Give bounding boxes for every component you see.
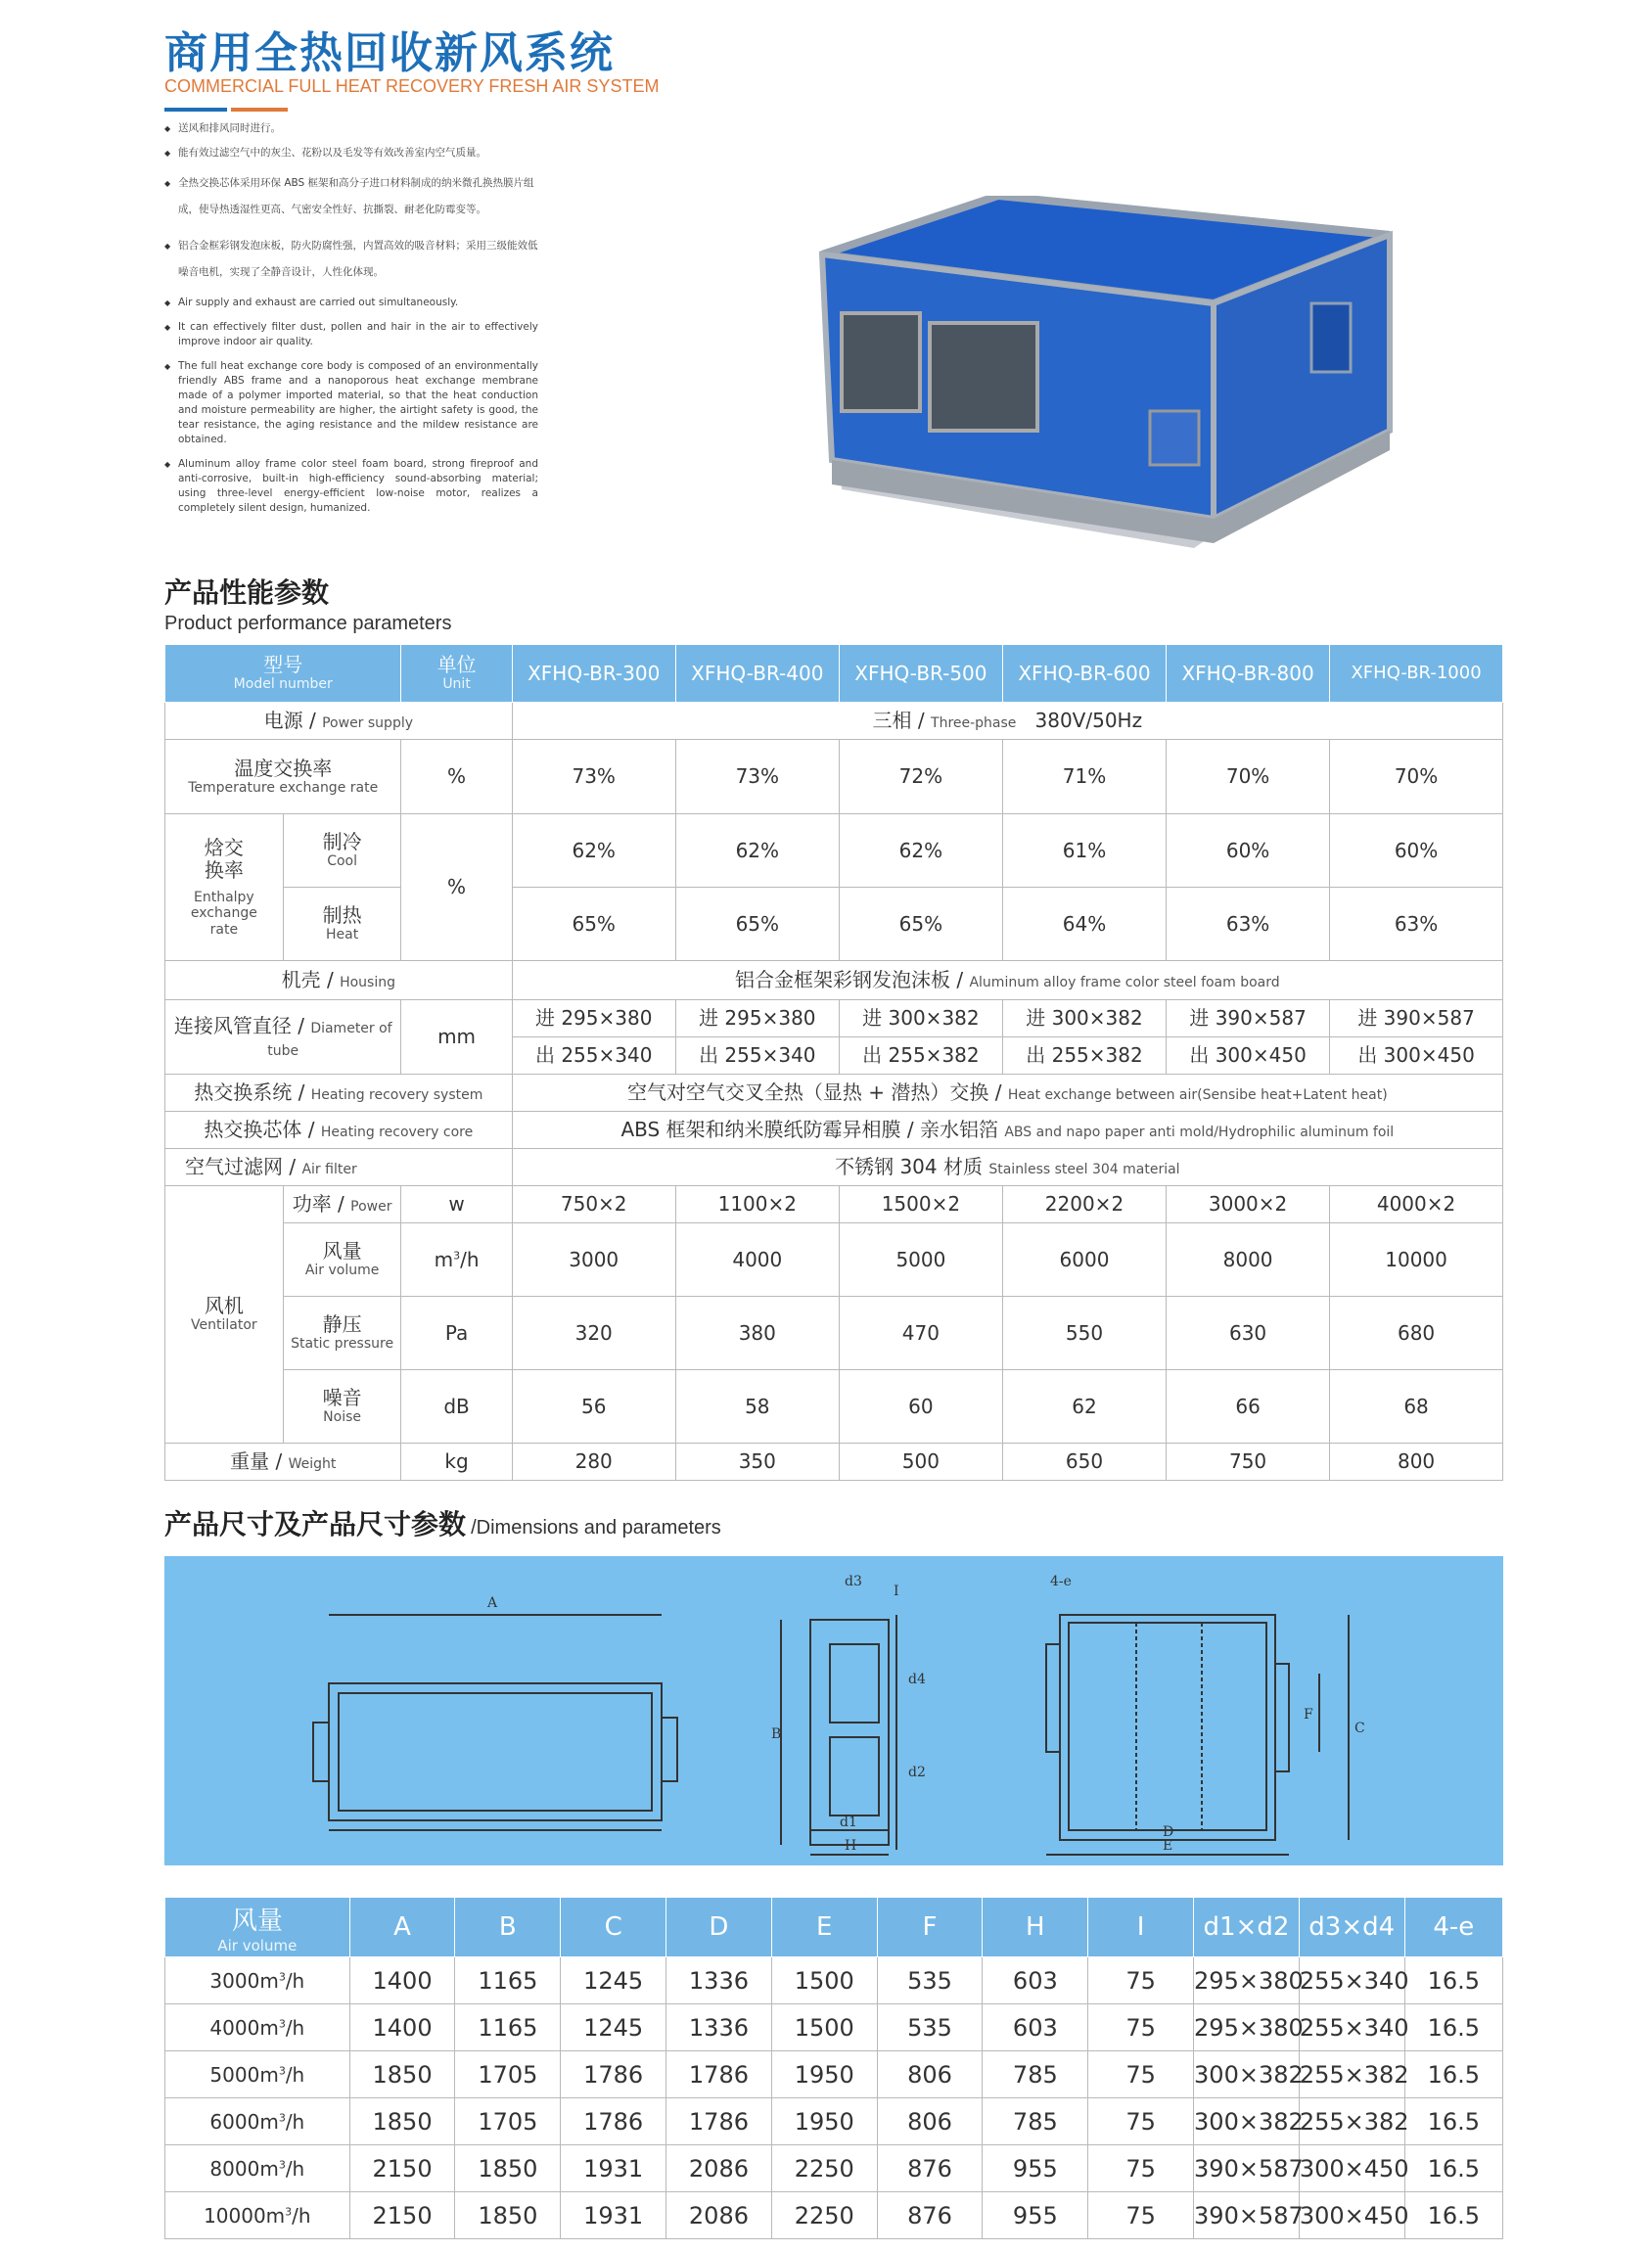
- air-volume-cell: $3000m^3/h$: [165, 1957, 350, 2004]
- dimension-cell: 806: [877, 2051, 983, 2098]
- dimension-cell: 1786: [561, 2051, 666, 2098]
- table-row: [165, 2098, 1503, 2145]
- table-row: 风机 Ventilator 功率 / Power w 750×2 1100×2 1500×2 2200×2 3000×2 4000×2: [165, 1186, 1503, 1223]
- dimension-drawing: [164, 1556, 1503, 1865]
- dimension-cell: 2150: [349, 2192, 455, 2239]
- dimension-cell: 75: [1088, 2145, 1194, 2192]
- dimension-cell: 535: [877, 2004, 983, 2051]
- title-underline-orange: [231, 108, 288, 112]
- dimension-cell: 1850: [349, 2051, 455, 2098]
- table-row: 电源 / Power supply 三相 / Three-phase 380V/50Hz: [165, 703, 1503, 740]
- label-F: F: [1304, 1707, 1313, 1723]
- label-C: C: [1354, 1721, 1365, 1736]
- dimension-cell: 1500: [771, 2004, 877, 2051]
- dimension-cell: 390×587: [1194, 2145, 1300, 2192]
- label-B: B: [771, 1726, 782, 1742]
- feature-list: [164, 121, 538, 526]
- dimensions-subtitle: /Dimensions and parameters: [471, 1517, 721, 1539]
- dimension-cell: 955: [983, 2192, 1088, 2239]
- feature-item: ◆ 送风和排风同时进行。: [164, 121, 538, 136]
- dimension-cell: 255×382: [1299, 2051, 1404, 2098]
- dimension-cell: 255×382: [1299, 2098, 1404, 2145]
- dimension-cell: 876: [877, 2145, 983, 2192]
- table-row: 噪音 Noise dB 56 58 60 62 66 68: [165, 1370, 1503, 1444]
- table-row: [165, 1957, 1503, 2004]
- dimension-cell: 300×382: [1194, 2098, 1300, 2145]
- performance-subtitle: Product performance parameters: [164, 613, 452, 634]
- dimension-cell: 16.5: [1404, 1957, 1502, 2004]
- title-underline-blue: [164, 108, 227, 112]
- dimension-cell: 255×340: [1299, 2004, 1404, 2051]
- dimension-cell: 390×587: [1194, 2192, 1300, 2239]
- dimension-cell: 806: [877, 2098, 983, 2145]
- dimension-cell: 2250: [771, 2145, 877, 2192]
- air-volume-cell: $10000m^3/h$: [165, 2192, 350, 2239]
- label-d1: d1: [840, 1815, 857, 1830]
- dimension-cell: 2086: [666, 2145, 772, 2192]
- label-d3: d3: [845, 1574, 862, 1589]
- dimension-cell: 2250: [771, 2192, 877, 2239]
- air-volume-cell: $5000m^3/h$: [165, 2051, 350, 2098]
- table-row: 热交换芯体 / Heating recovery core ABS 框架和纳米膜纸防霉异相膜 / 亲水铝箔 ABS and napo paper anti mold/Hydrophilic aluminum foil: [165, 1112, 1503, 1149]
- dimension-cell: 16.5: [1404, 2145, 1502, 2192]
- dimension-cell: 1850: [455, 2145, 561, 2192]
- page-title: 商用全热回收新风系统: [164, 28, 615, 78]
- dimension-cell: 785: [983, 2051, 1088, 2098]
- dimension-cell: 1165: [455, 2004, 561, 2051]
- dimension-cell: 75: [1088, 2098, 1194, 2145]
- table-row: 热交换系统 / Heating recovery system 空气对空气交叉全热（显热 + 潜热）交换 / Heat exchange between air(Sensibe heat+Latent heat): [165, 1075, 1503, 1112]
- table-row: 焓交 换率 Enthalpy exchange rate 制冷 Cool % 62% 62% 62% 61% 60% 60%: [165, 814, 1503, 888]
- feature-item-en: ◆ The full heat exchange core body is composed of an environmentally friendly ABS frame and a nanoporous heat exchange membrane made of a polymer imported material, so that the heat conduction and moisture permeability are higher, the airtight safety is good, the tear resistance, the aging resistance and the mildew resistance are obtained.: [164, 359, 538, 447]
- dimension-cell: 75: [1088, 2192, 1194, 2239]
- dimension-cell: 75: [1088, 2051, 1194, 2098]
- table-row: 出 255×340 出 255×340 出 255×382 出 255×382 出 300×450 出 300×450: [165, 1037, 1503, 1075]
- feature-item: ◆ 全热交换芯体采用环保 ABS 框架和高分子进口材料制成的纳米微孔换热膜片组成，使导热透湿性更高、气密安全性好、抗撕裂、耐老化防霉变等。: [164, 170, 538, 223]
- model-header: XFHQ-BR-1000: [1330, 645, 1503, 703]
- dimension-cell: 1705: [455, 2098, 561, 2145]
- dimension-cell: 1245: [561, 1957, 666, 2004]
- label-D: D: [1163, 1824, 1174, 1840]
- feature-item: ◆ 能有效过滤空气中的灰尘、花粉以及毛发等有效改善室内空气质量。: [164, 146, 538, 161]
- label-H: H: [845, 1838, 857, 1854]
- dimension-cell: 75: [1088, 2004, 1194, 2051]
- dimension-cell: 1786: [666, 2051, 772, 2098]
- dimensions-heading: [164, 1503, 721, 1542]
- label-E: E: [1163, 1838, 1173, 1854]
- dimension-cell: 16.5: [1404, 2051, 1502, 2098]
- dimension-cell: 785: [983, 2098, 1088, 2145]
- dimension-cell: 955: [983, 2145, 1088, 2192]
- dimension-cell: 1500: [771, 1957, 877, 2004]
- label-I: I: [894, 1584, 899, 1599]
- dimension-cell: 16.5: [1404, 2192, 1502, 2239]
- dimension-cell: 1950: [771, 2051, 877, 2098]
- dimension-cell: 535: [877, 1957, 983, 2004]
- table-row: 机壳 / Housing 铝合金框架彩钢发泡沫板 / Aluminum alloy frame color steel foam board: [165, 961, 1503, 1000]
- label-4e: 4-e: [1050, 1574, 1072, 1589]
- dimension-cell: 75: [1088, 1957, 1194, 2004]
- table-row: 风量 Air volume $m^3/h$ 3000 4000 5000 6000 8000 10000: [165, 1223, 1503, 1297]
- feature-item-en: ◆ Air supply and exhaust are carried out simultaneously.: [164, 296, 538, 310]
- dimensions-table: [164, 1897, 1503, 2239]
- dimension-cell: 1705: [455, 2051, 561, 2098]
- table-row: 重量 / Weight kg 280 350 500 650 750 800: [165, 1444, 1503, 1481]
- dimension-cell: 876: [877, 2192, 983, 2239]
- dimension-cell: 603: [983, 1957, 1088, 2004]
- model-header: XFHQ-BR-600: [1002, 645, 1166, 703]
- dimension-cell: 1950: [771, 2098, 877, 2145]
- table-header-row: 风量 Air volume A B C D E F H I d1×d2 d3×d4 4-e: [165, 1898, 1503, 1957]
- model-header: XFHQ-BR-400: [675, 645, 839, 703]
- dimension-cell: 1245: [561, 2004, 666, 2051]
- dimension-cell: 1400: [349, 2004, 455, 2051]
- dimension-cell: 1850: [349, 2098, 455, 2145]
- dimension-cell: 1336: [666, 1957, 772, 2004]
- label-A: A: [487, 1595, 498, 1611]
- dimension-cell: 1786: [561, 2098, 666, 2145]
- dimension-cell: 16.5: [1404, 2098, 1502, 2145]
- dimension-cell: 300×450: [1299, 2145, 1404, 2192]
- product-image: [803, 196, 1409, 558]
- model-header: XFHQ-BR-500: [839, 645, 1002, 703]
- feature-item-en: ◆ It can effectively filter dust, pollen and hair in the air to effectively improve indoor air quality.: [164, 320, 538, 349]
- dimension-cell: 300×382: [1194, 2051, 1300, 2098]
- table-header-row: 型号 Model number 单位 Unit XFHQ-BR-300 XFHQ-BR-400 XFHQ-BR-500 XFHQ-BR-600 XFHQ-BR-800 XFHQ-BR-1000: [165, 645, 1503, 703]
- feature-item: ◆ 铝合金框彩钢发泡床板，防火防腐性强，内置高效的吸音材料；采用三级能效低噪音电机，实现了全静音设计，人性化体现。: [164, 233, 538, 286]
- performance-table: [164, 644, 1503, 1481]
- table-row: 空气过滤网 / Air filter 不锈钢 304 材质 Stainless steel 304 material: [165, 1149, 1503, 1186]
- air-volume-cell: $4000m^3/h$: [165, 2004, 350, 2051]
- model-header: XFHQ-BR-800: [1167, 645, 1330, 703]
- performance-title: 产品性能参数: [164, 576, 330, 609]
- dimension-cell: 295×380: [1194, 1957, 1300, 2004]
- feature-item-en: ◆ Aluminum alloy frame color steel foam board, strong fireproof and anti-corrosive, built-in high-efficiency sound-absorbing material; using three-level energy-efficient low-noise motor, realizes a completely silent design, humanized.: [164, 457, 538, 516]
- table-row: 静压 Static pressure Pa 320 380 470 550 630 680: [165, 1297, 1503, 1370]
- dimension-cell: 1931: [561, 2145, 666, 2192]
- dimension-cell: 1850: [455, 2192, 561, 2239]
- label-d2: d2: [908, 1765, 926, 1780]
- table-row: [165, 2051, 1503, 2098]
- dimension-cell: 1931: [561, 2192, 666, 2239]
- dimension-cell: 300×450: [1299, 2192, 1404, 2239]
- table-row: 温度交换率 Temperature exchange rate % 73% 73% 72% 71% 70% 70%: [165, 740, 1503, 814]
- dimension-cell: 1400: [349, 1957, 455, 2004]
- dimension-cell: 1336: [666, 2004, 772, 2051]
- air-volume-cell: $8000m^3/h$: [165, 2145, 350, 2192]
- table-row: [165, 2004, 1503, 2051]
- label-d4: d4: [908, 1672, 926, 1687]
- dimension-cell: 2086: [666, 2192, 772, 2239]
- table-row: 制热 Heat 65% 65% 65% 64% 63% 63%: [165, 888, 1503, 961]
- air-volume-cell: $6000m^3/h$: [165, 2098, 350, 2145]
- dimension-cell: 1786: [666, 2098, 772, 2145]
- dimension-cell: 255×340: [1299, 1957, 1404, 2004]
- table-row: [165, 2192, 1503, 2239]
- technical-drawing: [164, 1556, 1503, 1865]
- table-row: [165, 2145, 1503, 2192]
- table-row: 连接风管直径 / Diameter of tube mm 进 295×380 进 295×380 进 300×382 进 300×382 进 390×587 进 390×587: [165, 1000, 1503, 1037]
- dimensions-title: 产品尺寸及产品尺寸参数: [164, 1508, 467, 1540]
- dimension-cell: 2150: [349, 2145, 455, 2192]
- dimension-cell: 295×380: [1194, 2004, 1300, 2051]
- model-header: XFHQ-BR-300: [512, 645, 675, 703]
- dimension-cell: 16.5: [1404, 2004, 1502, 2051]
- dimension-cell: 603: [983, 2004, 1088, 2051]
- dimension-cell: 1165: [455, 1957, 561, 2004]
- page-subtitle: COMMERCIAL FULL HEAT RECOVERY FRESH AIR SYSTEM: [164, 76, 660, 96]
